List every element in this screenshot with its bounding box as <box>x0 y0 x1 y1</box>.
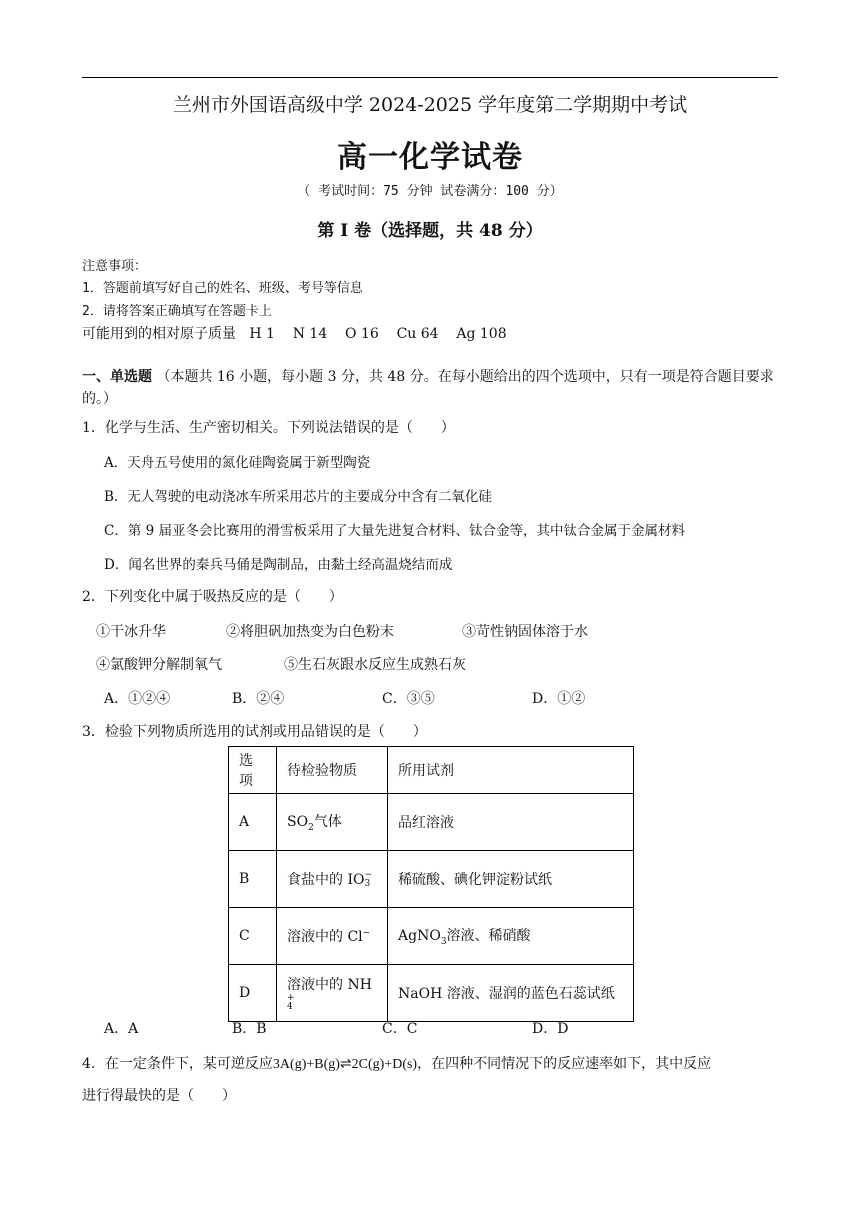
table-cell <box>277 965 388 1022</box>
table-header-row <box>229 747 634 794</box>
q2-option-c: C．③⑤ <box>382 691 435 707</box>
table-cell: 稀硫酸、碘化钾淀粉试纸 <box>388 851 634 908</box>
q2-item-4: ④氯酸钾分解制氧气 <box>96 657 222 673</box>
formula-text: AgNO <box>398 928 441 945</box>
q2-stem: 2．下列变化中属于吸热反应的是（ ） <box>82 589 343 605</box>
exam-time-info: （ 考试时间：75 分钟 试卷满分：100 分） <box>297 184 563 199</box>
table-cell: C <box>229 908 277 965</box>
q2-item-2: ②将胆矾加热变为白色粉末 <box>226 624 394 640</box>
table-cell: NaOH 溶液、湿润的蓝色石蕊试纸 <box>388 965 634 1022</box>
table-row <box>229 851 634 908</box>
table-cell: 品红溶液 <box>388 794 634 851</box>
formula-superscript: − <box>362 928 371 939</box>
formula-superscript: − <box>364 870 373 880</box>
header-rule <box>82 77 778 78</box>
formula-text: 溶液中的 NH <box>287 977 372 993</box>
ion-scripts <box>364 871 372 889</box>
paper-title: 高一化学试卷 <box>337 140 523 175</box>
table-cell <box>277 851 388 908</box>
table-row <box>229 794 634 851</box>
q3-option-a: A．A <box>104 1021 139 1037</box>
q2-item-5: ⑤生石灰跟水反应生成熟石灰 <box>284 657 466 673</box>
q1-option-a: A．天舟五号使用的氮化硅陶瓷属于新型陶瓷 <box>104 455 371 471</box>
formula-subscript: 3 <box>364 879 371 889</box>
formula-text: SO <box>287 814 309 831</box>
q2-option-a: A．①②④ <box>104 691 171 707</box>
table-cell: B <box>229 851 277 908</box>
table-header-cell: 所用试剂 <box>388 747 634 794</box>
q4-stem-line2: 进行得最快的是（ ） <box>82 1088 236 1104</box>
section-title: 第 I 卷（选择题，共 48 分） <box>317 221 543 241</box>
atomic-mass-line: 可能用到的相对原子质量 H 1 N 14 O 16 Cu 64 Ag 108 <box>82 326 507 342</box>
notes-heading: 注意事项： <box>82 259 148 274</box>
formula-text: 食盐中的 IO <box>287 872 365 888</box>
q2-item-3: ③苛性钠固体溶于水 <box>462 624 588 640</box>
table-cell <box>277 794 388 851</box>
ion-scripts <box>287 994 295 1012</box>
table-cell: A <box>229 794 277 851</box>
q4-reaction-equation: 3A(g)+B(g)⇌2C(g)+D(s) <box>272 1057 418 1072</box>
q2-option-b: B．②④ <box>232 691 285 707</box>
formula-text: 溶液中的 Cl <box>287 929 363 945</box>
part1-description: （本题共 16 小题，每小题 3 分，共 48 分。在每小题给出的四个选项中，只有一项是符合题目要求的。） <box>82 369 774 407</box>
q3-option-d: D．D <box>532 1021 569 1037</box>
q2-option-d: D．①② <box>532 691 586 707</box>
q1-option-c: C．第 9 届亚冬会比赛用的滑雪板采用了大量先进复合材料、钛合金等，其中钛合金属于金属材料 <box>104 523 685 539</box>
formula-subscript: 2 <box>308 822 314 833</box>
q4-stem-start: 4．在一定条件下，某可逆反应 <box>82 1056 273 1072</box>
formula-subscript: 3 <box>440 936 447 947</box>
part1-heading: 一、单选题 <box>82 369 152 385</box>
q1-option-d: D．闻名世界的秦兵马俑是陶制品，由黏土经高温烧结而成 <box>104 557 453 573</box>
notes-item-2: 2．请将答案正确填写在答题卡上 <box>82 304 272 319</box>
table-cell <box>277 908 388 965</box>
table-header-cell: 选项 <box>229 747 277 794</box>
table-row <box>229 908 634 965</box>
formula-text: 溶液、稀硝酸 <box>446 928 531 945</box>
q4-stem-middle: ，在四种不同情况下的反应速率如下，其中反应 <box>417 1056 712 1072</box>
formula-subscript: 4 <box>287 1002 293 1012</box>
q1-stem: 1．化学与生活、生产密切相关。下列说法错误的是（ ） <box>82 420 455 436</box>
school-exam-line: 兰州市外国语高级中学 2024-2025 学年度第二学期期中考试 <box>172 94 688 116</box>
q3-option-c: C．C <box>382 1021 418 1037</box>
table-cell: D <box>229 965 277 1022</box>
table-cell <box>388 908 634 965</box>
q4-stem-line1 <box>82 1053 711 1073</box>
table-header-cell: 待检验物质 <box>277 747 388 794</box>
reagent-table <box>228 746 634 1022</box>
part1-intro <box>82 366 782 410</box>
formula-text: 气体 <box>313 814 342 831</box>
formula-superscript: + <box>287 993 295 1003</box>
q2-item-1: ①干冰升华 <box>96 624 166 640</box>
q3-option-b: B．B <box>232 1021 267 1037</box>
notes-item-1: 1．答题前填写好自己的姓名、班级、考号等信息 <box>82 281 363 296</box>
table-row <box>229 965 634 1022</box>
q1-option-b: B．无人驾驶的电动浇冰车所采用芯片的主要成分中含有二氧化硅 <box>104 489 492 505</box>
q3-stem: 3．检验下列物质所选用的试剂或用品错误的是（ ） <box>82 724 427 740</box>
